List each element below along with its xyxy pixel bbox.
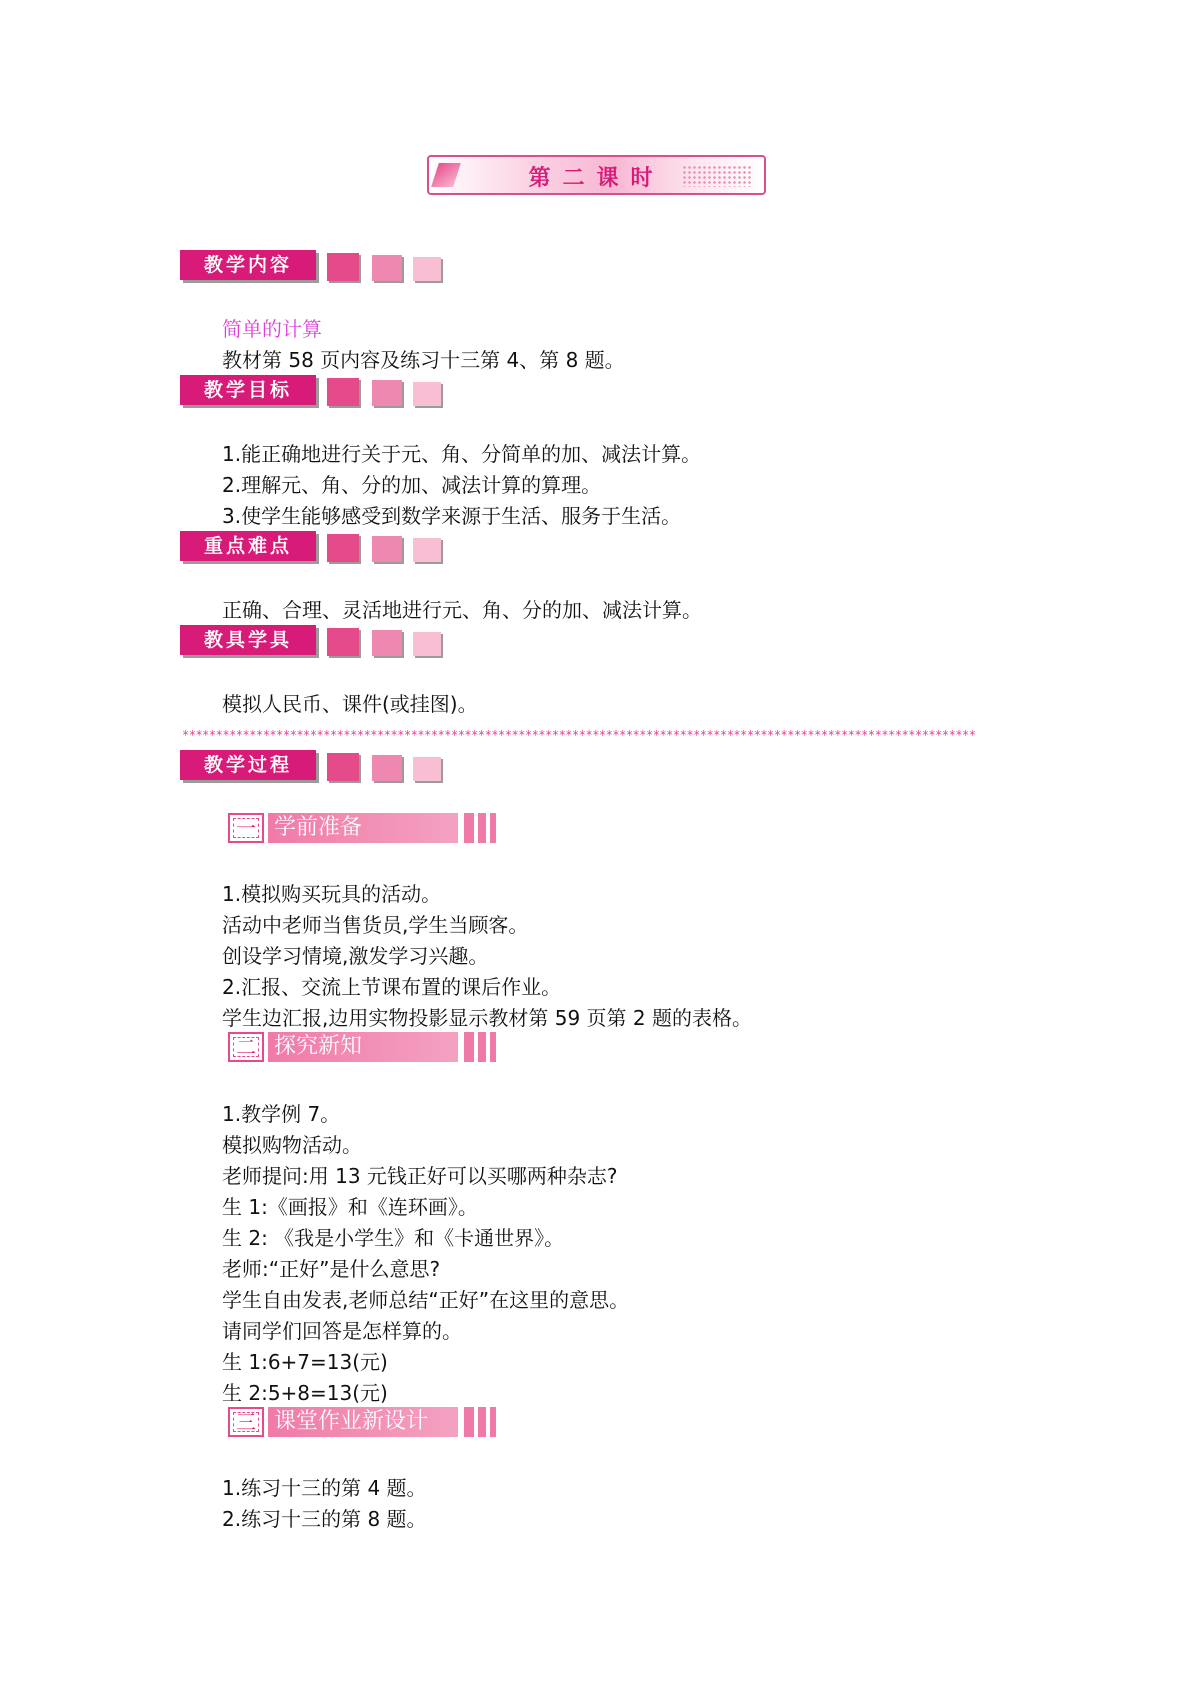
section-label: 教学目标 xyxy=(180,375,316,405)
process-line: 1.教学例 7。 xyxy=(222,1102,341,1126)
decor-square xyxy=(413,632,441,656)
decor-square xyxy=(327,253,359,281)
decor-stripe xyxy=(464,1407,474,1437)
key-points-text: 正确、合理、灵活地进行元、角、分的加、减法计算。 xyxy=(222,598,702,622)
section-label: 教具学具 xyxy=(180,625,316,655)
decor-square xyxy=(372,755,402,781)
subsection-number: 二 xyxy=(228,1032,264,1062)
goal-item: 1.能正确地进行关于元、角、分简单的加、减法计算。 xyxy=(222,442,702,466)
decor-square xyxy=(372,536,402,562)
decor-square xyxy=(327,378,359,406)
star-divider: ********************************************************************************************************************** xyxy=(182,728,976,742)
decor-square xyxy=(413,538,441,562)
process-line: 老师:“正好”是什么意思? xyxy=(222,1257,441,1281)
process-line: 模拟购物活动。 xyxy=(222,1133,362,1157)
page-title-banner xyxy=(427,155,766,195)
decor-square xyxy=(372,255,402,281)
subsection-header-homework xyxy=(228,1407,506,1441)
goal-item: 3.使学生能够感受到数学来源于生活、服务于生活。 xyxy=(222,504,682,528)
process-line: 生 2: 《我是小学生》和《卡通世界》。 xyxy=(222,1226,565,1250)
subsection-title: 学前准备 xyxy=(268,813,458,843)
decor-stripe xyxy=(478,1407,486,1437)
process-line: 创设学习情境,激发学习兴趣。 xyxy=(222,944,489,968)
subsection-title: 课堂作业新设计 xyxy=(268,1407,458,1437)
process-line: 1.练习十三的第 4 题。 xyxy=(222,1476,427,1500)
process-line: 生 1:《画报》和《连环画》。 xyxy=(222,1195,478,1219)
decor-square xyxy=(413,757,441,781)
materials-text: 模拟人民币、课件(或挂图)。 xyxy=(222,692,478,716)
subsection-title: 探究新知 xyxy=(268,1032,458,1062)
subsection-header-prep xyxy=(228,813,506,847)
decor-stripe xyxy=(490,813,496,843)
content-text: 教材第 58 页内容及练习十三第 4、第 8 题。 xyxy=(222,348,625,372)
decor-stripe xyxy=(478,1032,486,1062)
process-line: 生 2:5+8=13(元) xyxy=(222,1381,388,1405)
decor-square xyxy=(372,630,402,656)
decor-square xyxy=(413,382,441,406)
page-title: 第二课时 xyxy=(528,165,665,191)
section-label: 教学过程 xyxy=(180,750,316,780)
process-line: 活动中老师当售货员,学生当顾客。 xyxy=(222,913,529,937)
decor-stripe xyxy=(464,813,474,843)
process-line: 请同学们回答是怎样算的。 xyxy=(222,1319,462,1343)
decor-stripe xyxy=(478,813,486,843)
section-label: 教学内容 xyxy=(180,250,316,280)
subsection-number: 三 xyxy=(228,1407,264,1437)
decor-square xyxy=(413,257,441,281)
content-subtitle: 简单的计算 xyxy=(222,317,322,341)
process-line: 老师提问:用 13 元钱正好可以买哪两种杂志? xyxy=(222,1164,618,1188)
process-line: 2.练习十三的第 8 题。 xyxy=(222,1507,427,1531)
subsection-number: 一 xyxy=(228,813,264,843)
decor-square xyxy=(372,380,402,406)
process-line: 学生边汇报,边用实物投影显示教材第 59 页第 2 题的表格。 xyxy=(222,1006,752,1030)
process-line: 2.汇报、交流上节课布置的课后作业。 xyxy=(222,975,562,999)
decor-square xyxy=(327,753,359,781)
goal-item: 2.理解元、角、分的加、减法计算的算理。 xyxy=(222,473,602,497)
decor-square xyxy=(327,534,359,562)
process-line: 生 1:6+7=13(元) xyxy=(222,1350,388,1374)
process-line: 1.模拟购买玩具的活动。 xyxy=(222,882,442,906)
subsection-header-explore xyxy=(228,1032,506,1066)
decor-square xyxy=(327,628,359,656)
section-label: 重点难点 xyxy=(180,531,316,561)
decor-stripe xyxy=(464,1032,474,1062)
decor-stripe xyxy=(490,1032,496,1062)
process-line: 学生自由发表,老师总结“正好”在这里的意思。 xyxy=(222,1288,630,1312)
decor-stripe xyxy=(490,1407,496,1437)
